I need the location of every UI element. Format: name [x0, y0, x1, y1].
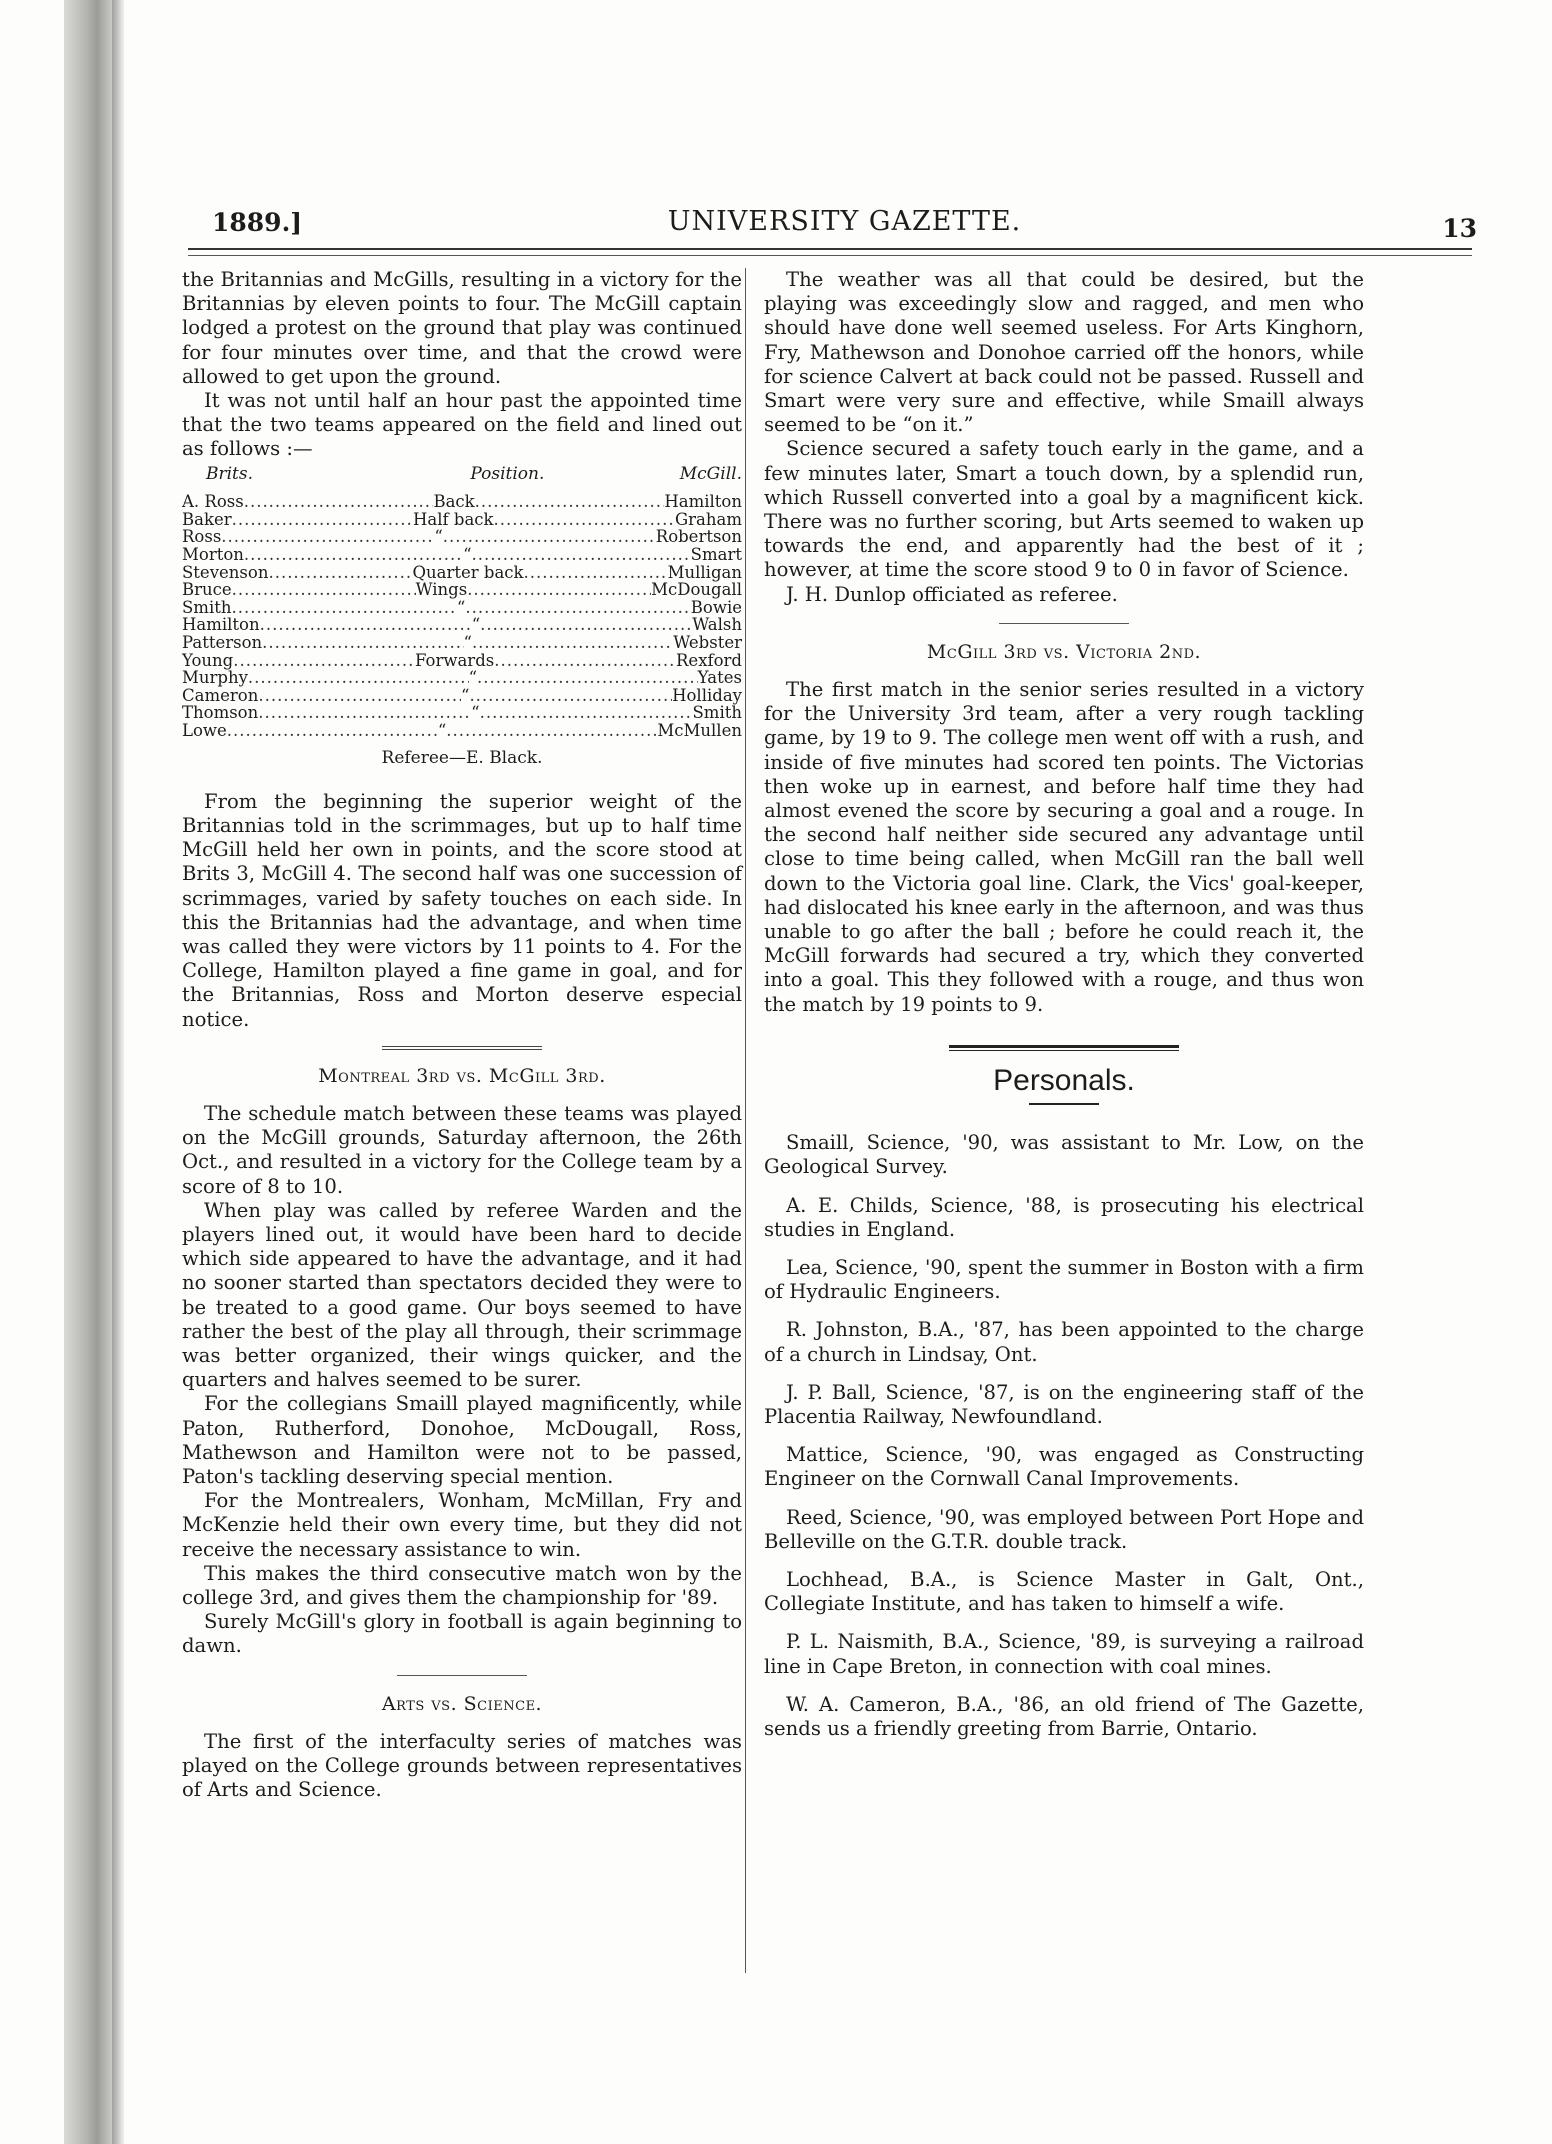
position: Half back: [413, 509, 494, 529]
lineup-row: [182, 722, 742, 740]
personal-item: Lochhead, B.A., is Science Master in Galt, Ont., Collegiate Institute, and has taken to himself a wife.: [764, 1567, 1364, 1616]
heading-underline: [1029, 1103, 1099, 1105]
leader-dots: [227, 722, 438, 740]
brits-player: Thomson: [182, 703, 259, 723]
header-rule-thin: [188, 255, 1472, 256]
lineup-row: [182, 704, 742, 722]
lineup-row: [182, 581, 742, 599]
brits-player: Murphy: [182, 668, 248, 688]
lineup-row: [182, 669, 742, 687]
left-column: [182, 268, 742, 1802]
mcgill-player: Robertson: [655, 527, 742, 547]
leader-dots: [443, 528, 656, 546]
lineup-row: [182, 546, 742, 564]
position: “: [463, 632, 472, 652]
lineup-header: [182, 463, 742, 484]
mcgill-player: Mulligan: [667, 562, 742, 582]
paragraph: For the collegians Smaill played magnificently, while Paton, Rutherford, Donohoe, McDougall, Ross, Mathewson and Hamilton were not to be passed, Paton's tackling deserving special mention.: [182, 1392, 742, 1489]
leader-dots: [232, 581, 416, 599]
leader-dots: [232, 511, 413, 529]
mcgill-player: Rexford: [676, 650, 742, 670]
leader-dots: [221, 528, 434, 546]
personal-item: Lea, Science, '90, spent the summer in Boston with a firm of Hydraulic Engineers.: [764, 1255, 1364, 1304]
leader-dots: [465, 599, 690, 617]
leader-dots: [262, 634, 463, 652]
mcgill-player: Webster: [673, 632, 742, 652]
header-rule: [188, 248, 1472, 250]
lineup-row: [182, 634, 742, 652]
leader-dots: [480, 616, 692, 634]
gazette-page: [124, 0, 1552, 2144]
mcgill-player: McMullen: [657, 720, 742, 740]
position: Wings: [415, 580, 468, 600]
personal-item: J. P. Ball, Science, '87, is on the engineering staff of the Placentia Railway, Newfoundland.: [764, 1380, 1364, 1428]
lineup-row: [182, 616, 742, 634]
position: Forwards: [414, 650, 495, 670]
section-divider: [397, 1675, 527, 1676]
paragraph: Surely McGill's glory in football is again beginning to dawn.: [182, 1610, 742, 1658]
running-header: [212, 200, 1477, 244]
brits-player: Young: [182, 650, 234, 670]
brits-player: Ross: [182, 527, 222, 547]
right-column: [764, 268, 1364, 1755]
mcgill-player: Smith: [692, 703, 742, 723]
position: “: [456, 597, 466, 617]
position: “: [463, 545, 472, 564]
mcgill-player: Holliday: [672, 685, 742, 705]
lineup-rows: [182, 493, 742, 739]
position: Quarter back: [412, 562, 524, 582]
brits-player: Stevenson: [182, 562, 269, 582]
paragraph: Science secured a safety touch early in the game, and a few minutes later, Smart a touch down, by a splendid run, which Russell converted into a goal by a magnificent kick. There was no further scoring, but Arts seemed to waken up towards the end, and apparently had the best of it ; however, at time the score stood 9 to 0 in favor of Science.: [764, 437, 1364, 582]
brits-player: Bruce: [182, 580, 232, 600]
position: Back: [433, 492, 475, 512]
lineup-header-mcgill: McGill.: [679, 463, 742, 484]
mcgill-player: Bowie: [690, 597, 742, 617]
personal-item: Mattice, Science, '90, was engaged as Constructing Engineer on the Cornwall Canal Improvements.: [764, 1443, 1364, 1491]
brits-player: Patterson: [182, 632, 263, 652]
leader-dots: [524, 564, 668, 582]
leader-dots: [248, 669, 469, 687]
section-divider: [382, 1046, 542, 1050]
lineup-row: [182, 564, 742, 582]
paragraph: The first match in the senior series resulted in a victory for the University 3rd team, after a very rough tackling game, by 19 to 9. The college men went off with a rush, and inside of five minutes had scored ten points. The Victorias then woke up in earnest, and before half time they had almost evened the score by securing a goal and a rouge. In the second half neither side secured any advantage until close to time being called, when McGill ran the ball well down to the Victoria goal line. Clark, the Vics' goal-keeper, had dislocated his knee early in the afternoon, and was thus unable to go after the ball ; before he could reach it, the McGill forwards had secured a try, which they converted into a goal. This they followed with a rouge, and thus won the match by 19 points to 9.: [764, 678, 1364, 1016]
lineup-row: [182, 652, 742, 670]
leader-dots: [480, 704, 693, 722]
paragraph: J. H. Dunlop officiated as referee.: [786, 582, 1118, 606]
leader-dots: [231, 599, 456, 617]
leader-dots: [258, 704, 471, 722]
leader-dots: [467, 581, 651, 599]
position: “: [471, 703, 480, 723]
header-year: 1889.]: [212, 208, 303, 237]
section-heading: Montreal 3rd vs. McGill 3rd.: [318, 1064, 606, 1087]
mcgill-player: Hamilton: [664, 492, 742, 512]
personal-item: W. A. Cameron, B.A., '86, an old friend of The Gazette, sends us a friendly greeting from Barrie, Ontario.: [764, 1692, 1364, 1740]
mcgill-player: Walsh: [692, 615, 742, 635]
leader-dots: [477, 669, 698, 687]
leader-dots: [260, 616, 472, 634]
header-title: UNIVERSITY GAZETTE.: [667, 206, 1022, 237]
section-divider: [999, 623, 1129, 624]
lineup-header-position: Position.: [470, 463, 545, 484]
column-divider: [745, 268, 746, 1973]
page-number: 13: [1442, 214, 1477, 243]
section-divider: [949, 1045, 1179, 1051]
leader-dots: [244, 493, 434, 511]
personals-heading: Personals.: [993, 1063, 1135, 1097]
paragraph: When play was called by referee Warden and the players lined out, it would have been hard to decide which side appeared to have the advantage, and it had no sooner started than spectators decided they were to be treated to a good game. Our boys seemed to have rather the best of the play all through, their scrimmage was better organized, their wings quicker, and the quarters and halves seemed to be surer.: [182, 1198, 742, 1392]
leader-dots: [472, 634, 673, 652]
paragraph: This makes the third consecutive match won by the college 3rd, and gives them the championship for '89.: [182, 1561, 742, 1610]
leader-dots: [469, 687, 672, 705]
paragraph: the Britannias and McGills, resulting in a victory for the Britannias by eleven points to four. The McGill captain lodged a protest on the ground that play was continued for four minutes over time, and that the crowd were allowed to get upon the ground.: [182, 268, 742, 388]
personal-item: R. Johnston, B.A., '87, has been appointed to the charge of a church in Lindsay, Ont.: [764, 1318, 1364, 1366]
lineup-row: [182, 511, 742, 529]
leader-dots: [494, 652, 676, 670]
team-lineup: [182, 463, 742, 740]
section-heading: Arts vs. Science.: [381, 1692, 543, 1715]
personal-item: Reed, Science, '90, was employed between Port Hope and Belleville on the G.T.R. double track.: [764, 1505, 1364, 1553]
paragraph: For the Montrealers, Wonham, McMillan, Fry and McKenzie held their own every time, but they did not receive the necessary assistance to win.: [182, 1489, 742, 1561]
lineup-row: [182, 493, 742, 511]
brits-player: Hamilton: [182, 615, 260, 635]
leader-dots: [268, 564, 412, 582]
paragraph: The schedule match between these teams was played on the McGill grounds, Saturday afternoon, the 26th Oct., and resulted in a victory for the College team by a score of 8 to 10.: [182, 1101, 742, 1198]
brits-player: Baker: [182, 509, 232, 529]
mcgill-player: Yates: [697, 668, 742, 688]
personal-item: Smaill, Science, '90, was assistant to Mr. Low, on the Geological Survey.: [764, 1131, 1364, 1179]
paragraph: The weather was all that could be desired, but the playing was exceedingly slow and ragged, and men who should have done well seemed useless. For Arts Kinghorn, Fry, Mathewson and Donohoe carried off the honors, while for science Calvert at back could not be passed. Russell and Smart were very sure and effective, while Smaill always seemed to be “on it.”: [764, 268, 1364, 437]
position: “: [471, 615, 481, 635]
leader-dots: [233, 652, 415, 670]
paragraph: The first of the interfaculty series of matches was played on the College grounds between representatives of Arts and Science.: [182, 1729, 742, 1802]
position: “: [437, 720, 447, 740]
mcgill-player: McDougall: [651, 580, 742, 600]
section-heading: McGill 3rd vs. Victoria 2nd.: [926, 640, 1202, 663]
lineup-row: [182, 599, 742, 617]
mcgill-player: Smart: [690, 545, 742, 564]
leader-dots: [472, 546, 691, 564]
leader-dots: [244, 546, 463, 564]
position: “: [461, 685, 470, 705]
brits-player: Morton: [182, 545, 244, 564]
personals-list: [764, 1131, 1364, 1741]
brits-player: A. Ross: [182, 492, 244, 512]
page-binding-edge: [112, 0, 122, 2144]
lineup-row: [182, 528, 742, 546]
leader-dots: [258, 687, 461, 705]
brits-player: Cameron: [182, 685, 259, 705]
lineup-row: [182, 687, 742, 705]
personal-item: P. L. Naismith, B.A., Science, '89, is surveying a railroad line in Cape Breton, in connection with coal mines.: [764, 1630, 1364, 1678]
lineup-header-brits: Brits.: [206, 463, 254, 484]
leader-dots: [446, 722, 657, 740]
referee-line: Referee—E. Black.: [381, 747, 543, 768]
personal-item: A. E. Childs, Science, '88, is prosecuting his electrical studies in England.: [764, 1193, 1364, 1241]
leader-dots: [494, 511, 675, 529]
brits-player: Smith: [182, 597, 232, 617]
position: “: [434, 527, 443, 547]
mcgill-player: Graham: [674, 509, 742, 529]
paragraph: From the beginning the superior weight of the Britannias told in the scrimmages, but up to half time McGill held her own in points, and the score stood at Brits 3, McGill 4. The second half was one succession of scrimmages, varied by safety touches on each side. In this the Britannias had the advantage, and when time was called they were victors by 11 points to 4. For the College, Hamilton played a fine game in goal, and for the Britannias, Ross and Morton deserve especial notice.: [182, 789, 742, 1031]
paragraph: It was not until half an hour past the appointed time that the two teams appeared on the field and lined out as follows :—: [182, 389, 742, 461]
position: “: [468, 668, 478, 688]
brits-player: Lowe: [182, 720, 227, 740]
leader-dots: [475, 493, 665, 511]
